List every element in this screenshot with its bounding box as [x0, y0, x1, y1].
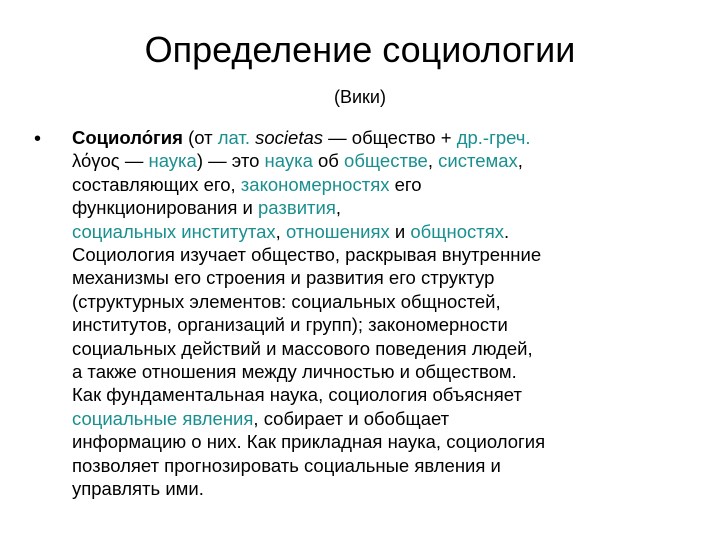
wiki-link[interactable]: развития: [258, 197, 336, 219]
paragraph-line: [72, 383, 702, 406]
wiki-link[interactable]: социальные явления: [72, 407, 254, 429]
text-run: информацию о них. Как прикладная наука, социология: [72, 431, 546, 453]
text-run: .: [503, 220, 510, 242]
text-run: λόγος —: [72, 150, 149, 172]
text-run: , собирает и обобщает: [253, 407, 450, 429]
text-run: ,: [517, 150, 523, 172]
definition-paragraph: [72, 126, 702, 501]
text-run: механизмы его строения и развития его структур: [72, 267, 495, 289]
paragraph-line: [72, 337, 702, 360]
text-run: его: [389, 173, 422, 195]
text-run: институтов, организаций и групп); закономерности: [72, 314, 508, 336]
paragraph-line: [72, 290, 702, 313]
text-run: а также отношения между личностью и обществом.: [72, 361, 517, 383]
wiki-link[interactable]: общностях: [410, 220, 504, 242]
text-run: ,: [427, 150, 439, 172]
paragraph-line: [72, 407, 702, 430]
term-heading: Социоло́гия: [72, 127, 183, 148]
paragraph-line: [72, 126, 702, 149]
bullet-point: •: [34, 128, 42, 150]
slide-title: Определение социологии: [144, 29, 576, 70]
latin-term: societas: [255, 127, 323, 148]
text-run: ,: [275, 220, 286, 242]
paragraph-line: [72, 477, 702, 500]
paragraph-line: [72, 173, 702, 196]
text-run: об: [312, 150, 345, 172]
paragraph-line: [72, 196, 702, 219]
text-run: ,: [335, 197, 341, 219]
text-run: позволяет прогнозировать социальные явления и: [72, 454, 501, 476]
wiki-link[interactable]: др.-греч.: [456, 127, 531, 148]
paragraph-line: [72, 266, 702, 289]
text-run: Как фундаментальная наука, социология объясняет: [72, 384, 522, 406]
wiki-link[interactable]: обществе: [344, 150, 428, 172]
slide-subtitle: (Вики): [334, 87, 386, 107]
paragraph-line: [72, 313, 702, 336]
text-run: ) — это: [196, 150, 265, 172]
wiki-link[interactable]: закономерностях: [240, 173, 390, 195]
paragraph-line: [72, 149, 702, 172]
paragraph-line: [72, 243, 702, 266]
paragraph-line: [72, 430, 702, 453]
text-run: и: [389, 220, 411, 242]
text-run: управлять ими.: [72, 478, 204, 500]
text-run: социальных действий и массового поведения людей,: [72, 337, 533, 359]
wiki-link[interactable]: отношениях: [285, 220, 390, 242]
wiki-link[interactable]: наука: [264, 150, 313, 172]
wiki-link[interactable]: социальных институтах: [72, 220, 276, 242]
wiki-link[interactable]: лат.: [217, 127, 250, 148]
text-run: — общество +: [323, 127, 457, 148]
wiki-link[interactable]: системах: [438, 150, 518, 172]
text-run: (от: [188, 127, 218, 148]
paragraph-line: [72, 220, 702, 243]
text-run: функционирования и: [72, 197, 259, 219]
wiki-link[interactable]: наука: [148, 150, 197, 172]
text-run: (структурных элементов: социальных общностей,: [72, 290, 501, 312]
paragraph-line: [72, 454, 702, 477]
paragraph-line: [72, 360, 702, 383]
text-run: Социология изучает общество, раскрывая внутренние: [72, 244, 542, 266]
text-run: составляющих его,: [72, 173, 241, 195]
